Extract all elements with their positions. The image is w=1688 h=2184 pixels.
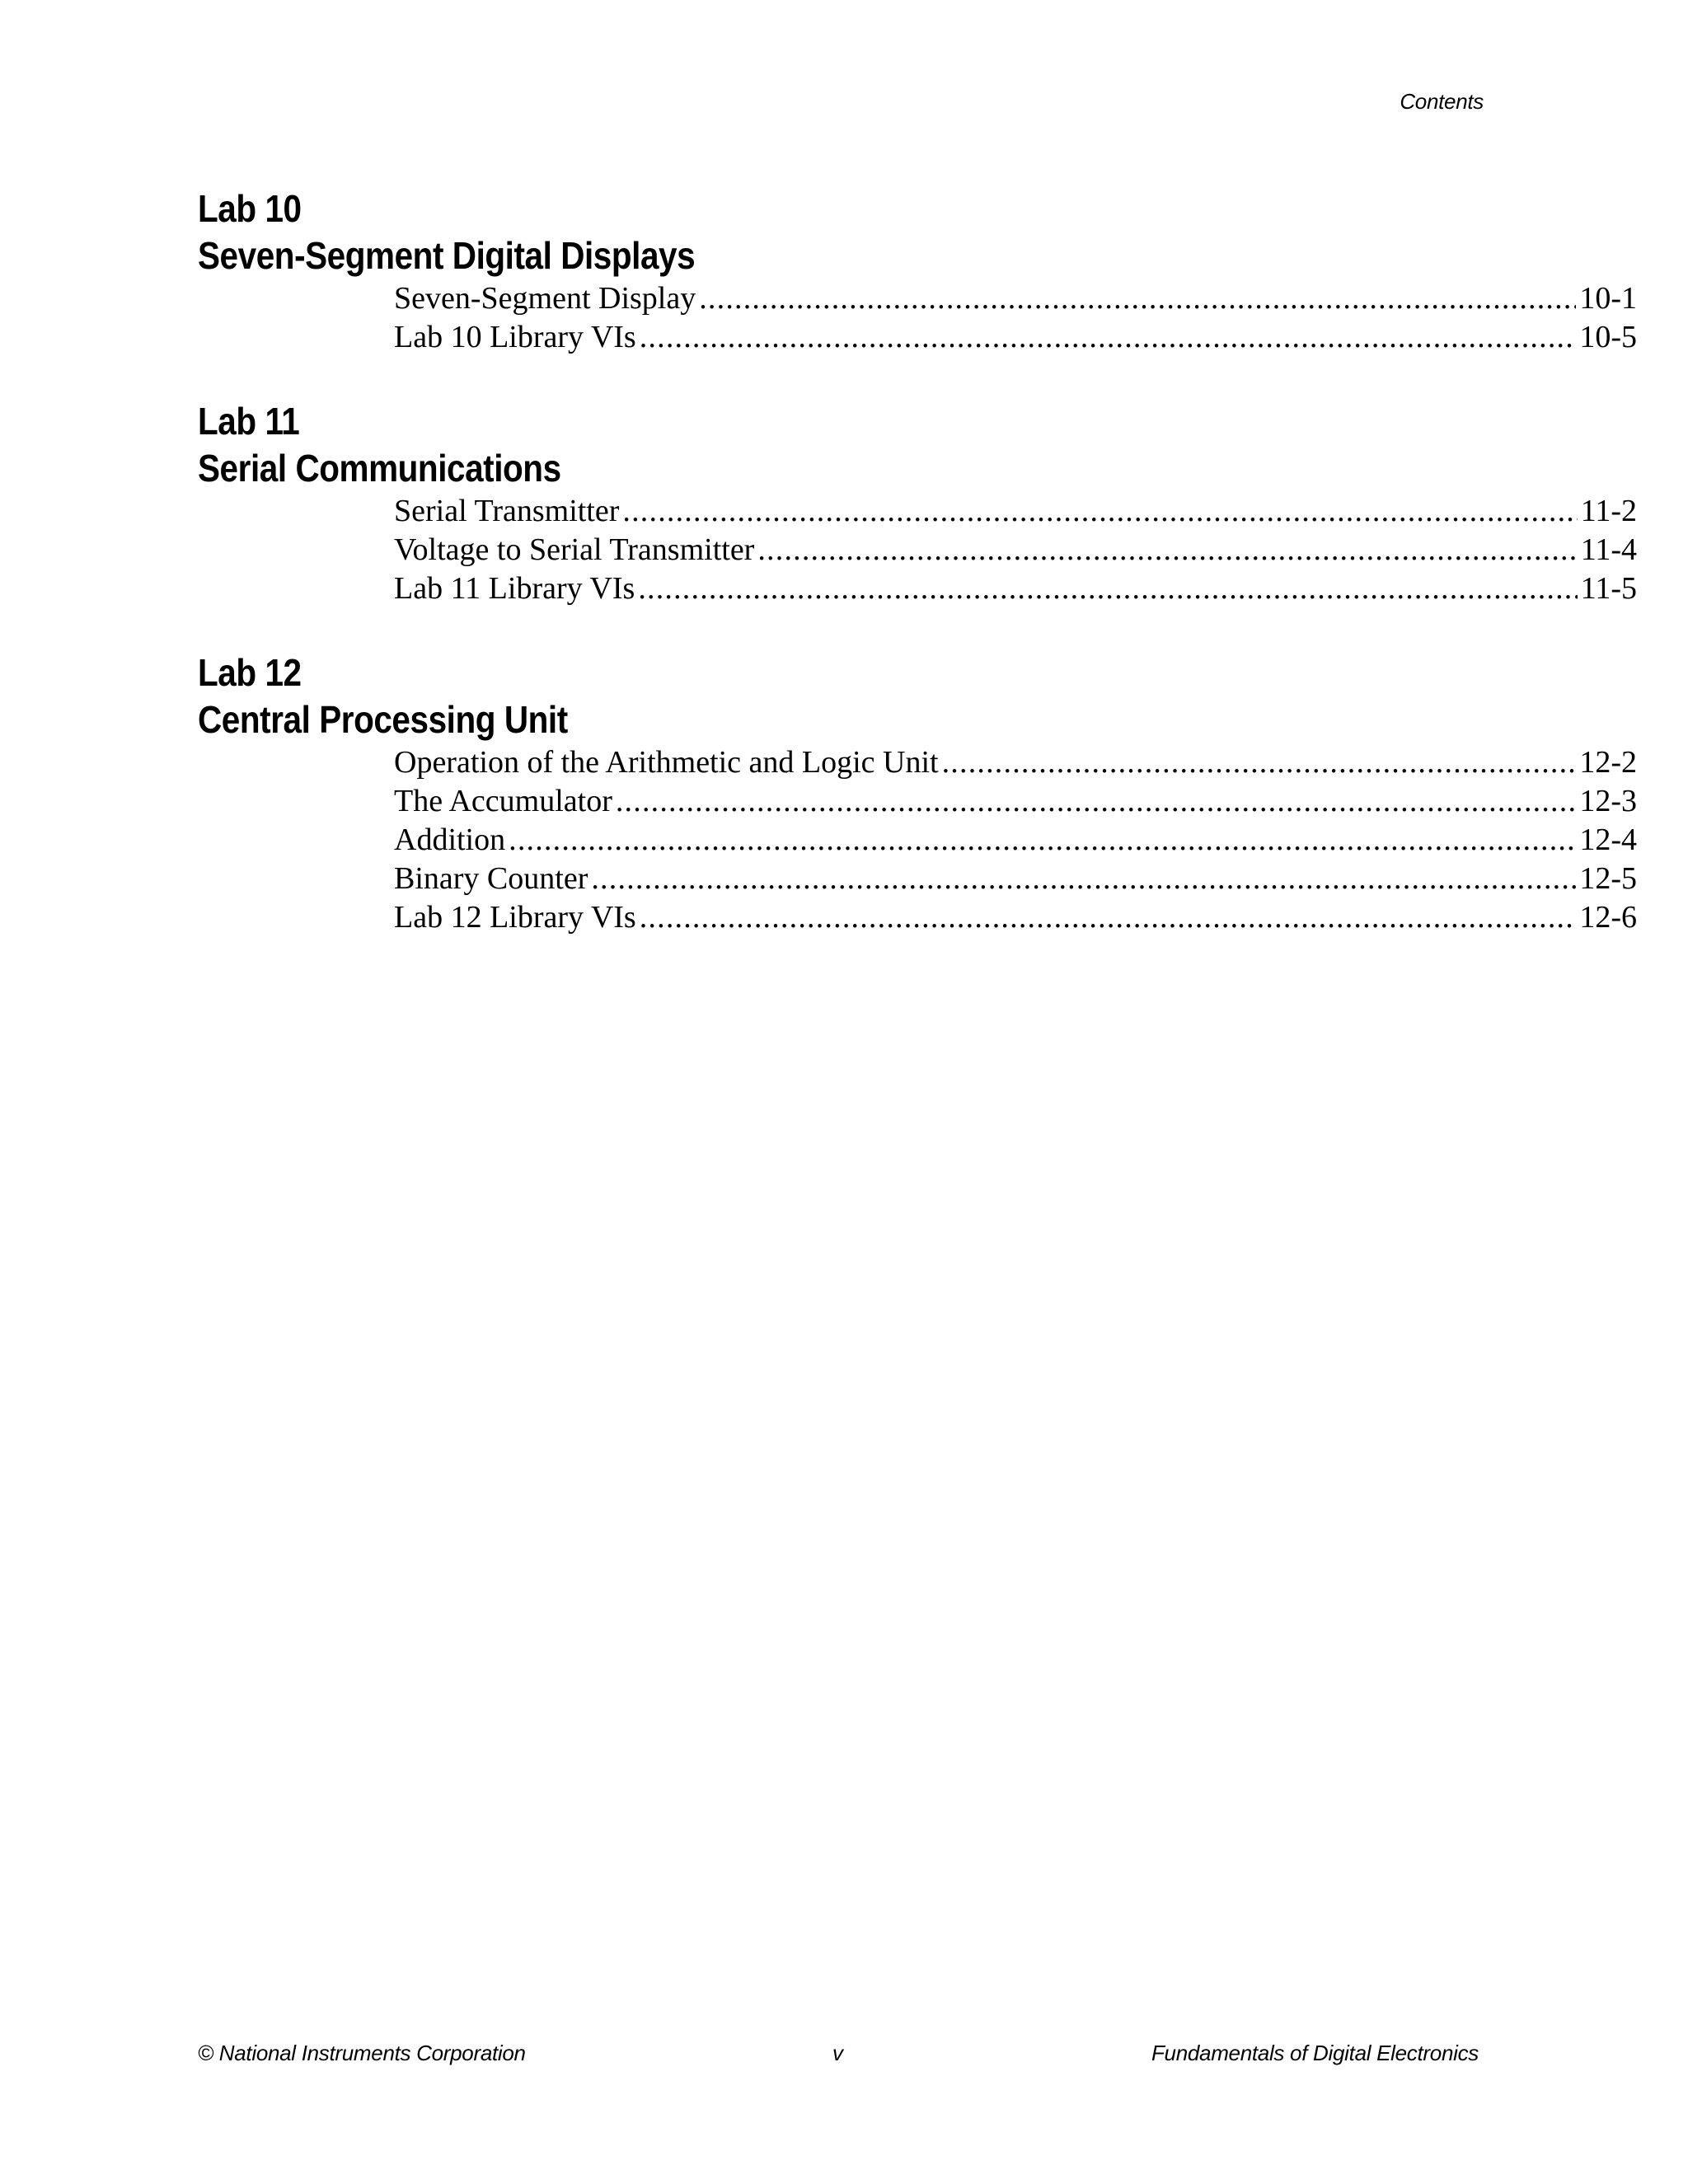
toc-entry-page: 11-5	[1580, 571, 1637, 606]
toc-entry-page: 12-3	[1579, 784, 1637, 818]
toc-entry[interactable]	[394, 898, 1637, 937]
toc-entry-label: Lab 10 Library VIs	[394, 320, 636, 354]
dot-leader	[640, 898, 1577, 937]
toc-entry[interactable]	[394, 782, 1637, 821]
toc-entry-list	[394, 743, 1637, 937]
toc-entry-page: 10-1	[1579, 281, 1637, 316]
toc-entry[interactable]	[394, 821, 1637, 860]
toc-entry-label: The Accumulator	[394, 784, 612, 818]
toc-entry-page: 11-2	[1580, 494, 1637, 528]
toc-entry-label: Seven-Segment Display	[394, 281, 696, 316]
footer-copyright: © National Instruments Corporation	[198, 2041, 526, 2065]
dot-leader	[757, 531, 1577, 569]
toc-entry-page: 12-4	[1579, 823, 1637, 857]
dot-leader	[622, 492, 1577, 531]
running-head: Contents	[1400, 89, 1484, 114]
lab-title: Central Processing Unit	[198, 698, 568, 741]
dot-leader	[942, 743, 1577, 782]
toc-entry[interactable]	[394, 860, 1637, 898]
toc-entry-label: Serial Transmitter	[394, 494, 620, 528]
dot-leader	[591, 860, 1576, 898]
lab-number: Lab 11	[198, 400, 300, 443]
toc-entry[interactable]	[394, 531, 1637, 569]
dot-leader	[640, 318, 1577, 357]
toc-entry-label: Binary Counter	[394, 861, 588, 896]
toc-section-lab-11	[198, 398, 1637, 608]
table-of-contents	[198, 185, 1637, 978]
dot-leader	[616, 782, 1576, 821]
toc-entry[interactable]	[394, 279, 1637, 318]
dot-leader	[509, 821, 1576, 860]
footer-book-title: Fundamentals of Digital Electronics	[1151, 2041, 1479, 2065]
toc-section-lab-12	[198, 649, 1637, 937]
toc-entry-page: 11-4	[1580, 532, 1637, 567]
lab-title: Seven-Segment Digital Displays	[198, 234, 696, 277]
toc-entry-list	[394, 279, 1637, 357]
toc-entry-page: 12-6	[1579, 900, 1637, 935]
toc-entry-label: Lab 12 Library VIs	[394, 900, 636, 935]
toc-entry-page: 12-2	[1579, 745, 1637, 780]
toc-entry-label: Lab 11 Library VIs	[394, 571, 635, 606]
toc-entry[interactable]	[394, 569, 1637, 608]
dot-leader	[638, 569, 1577, 608]
footer-page-number: v	[832, 2041, 843, 2065]
toc-entry-list	[394, 492, 1637, 608]
lab-number: Lab 12	[198, 651, 302, 694]
toc-entry-label: Operation of the Arithmetic and Logic Unit	[394, 745, 939, 780]
toc-entry-label: Addition	[394, 823, 506, 857]
toc-entry[interactable]	[394, 492, 1637, 531]
toc-entry-label: Voltage to Serial Transmitter	[394, 532, 755, 567]
toc-section-lab-10	[198, 185, 1637, 357]
lab-title: Serial Communications	[198, 447, 561, 490]
toc-entry[interactable]	[394, 743, 1637, 782]
toc-entry-page: 10-5	[1579, 320, 1637, 354]
dot-leader	[699, 279, 1576, 318]
toc-entry[interactable]	[394, 318, 1637, 357]
lab-number: Lab 10	[198, 187, 302, 230]
toc-entry-page: 12-5	[1579, 861, 1637, 896]
